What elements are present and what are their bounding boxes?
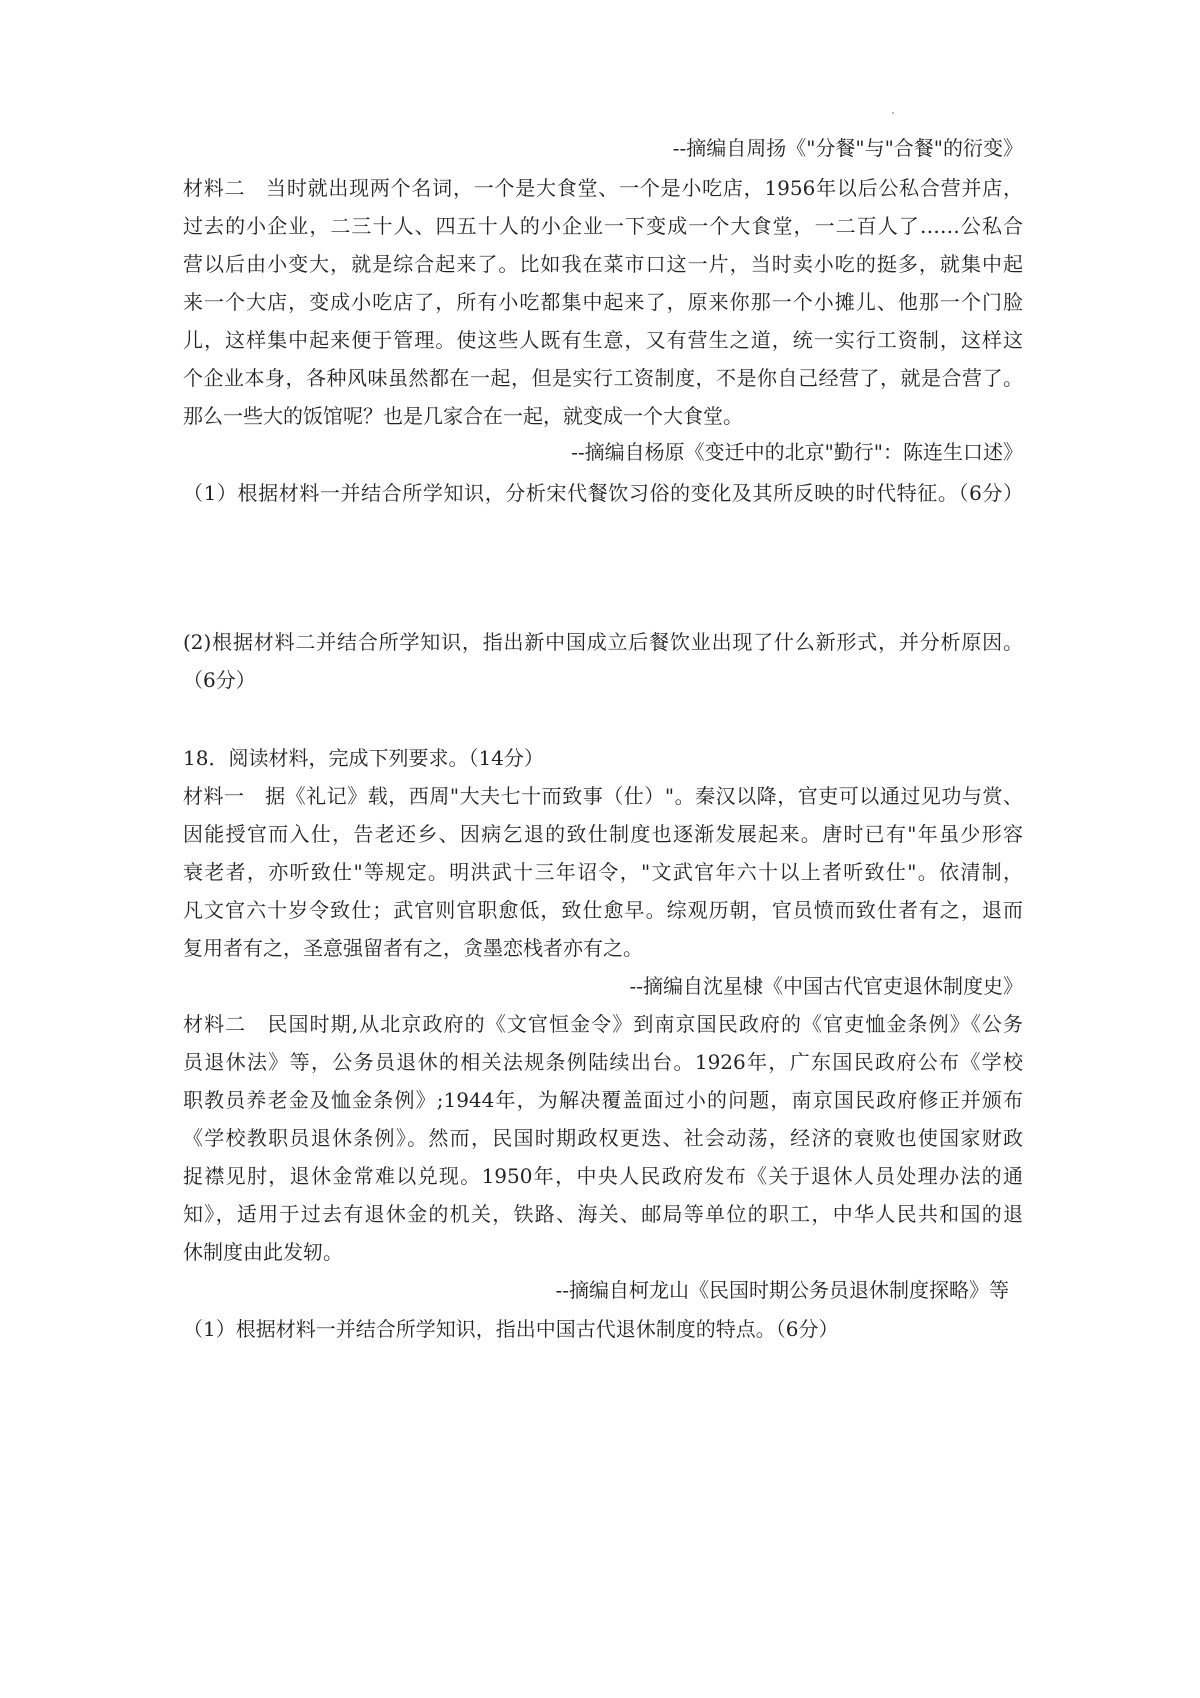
text-line: 捉襟见肘，退休金常难以兑现。1950年，中央人民政府发布《关于退休人员处理办法的通 [183, 1164, 1023, 1188]
question-17-1: （1）根据材料一并结合所学知识，分析宋代餐饮习俗的变化及其所反映的时代特征。（6分） [183, 481, 1023, 505]
text-line: 因能授官而入仕，告老还乡、因病乞退的致仕制度也逐渐发展起来。唐时已有"年虽少形容 [183, 822, 1023, 846]
source-citation-3: --摘编自沈星棣《中国古代官吏退休制度史》 [629, 974, 1023, 998]
question-17-2-points: （6分） [183, 668, 256, 692]
text-line: 《学校教职员退休条例》。然而，民国时期政权更迭、社会动荡，经济的衰败也使国家财政 [183, 1126, 1023, 1150]
text-line: 知》，适用于过去有退休金的机关，铁路、海关、邮局等单位的职工，中华人民共和国的退 [183, 1202, 1023, 1226]
text-line: 过去的小企业，二三十人、四五十人的小企业一下变成一个大食堂，一二百人了……公私合 [183, 214, 1023, 238]
question-18-1: （1）根据材料一并结合所学知识，指出中国古代退休制度的特点。（6分） [183, 1317, 839, 1341]
text-line: 营以后由小变大，就是综合起来了。比如我在菜市口这一片，当时卖小吃的挺多，就集中起 [183, 252, 1023, 276]
text-line: 复用者有之，圣意强留者有之，贪墨恋栈者亦有之。 [183, 936, 643, 960]
scan-speck [892, 112, 894, 114]
source-citation-1: --摘编自周扬《"分餐"与"合餐"的衍变》 [672, 136, 1023, 160]
text-line: 来一个大店，变成小吃店了，所有小吃都集中起来了，原来你那一个小摊儿、他那一个门脸 [183, 290, 1023, 314]
text-line: 凡文官六十岁令致仕；武官则官职愈低，致仕愈早。综观历朝，官员愤而致仕者有之，退而 [183, 898, 1023, 922]
text-line: 儿，这样集中起来便于管理。使这些人既有生意，又有营生之道，统一实行工资制，这样这 [183, 328, 1023, 352]
question-17-2: (2)根据材料二并结合所学知识，指出新中国成立后餐饮业出现了什么新形式，并分析原因。 [183, 630, 1023, 654]
text-line: 材料二 民国时期,从北京政府的《文官恒金令》到南京国民政府的《官吏恤金条例》《公务 [183, 1012, 1023, 1036]
text-line: 材料二 当时就出现两个名词，一个是大食堂、一个是小吃店，1956年以后公私合营并店， [183, 176, 1023, 200]
source-citation-4: --摘编自柯龙山《民国时期公务员退休制度探略》等 [555, 1278, 1009, 1302]
text-line: 职教员养老金及恤金条例》;1944年，为解决覆盖面过小的问题，南京国民政府修正并颁布 [183, 1088, 1023, 1112]
source-citation-2: --摘编自杨原《变迁中的北京"勤行"：陈连生口述》 [571, 440, 1023, 464]
text-line: 休制度由此发轫。 [183, 1240, 343, 1264]
text-line: 员退休法》等，公务员退休的相关法规条例陆续出台。1926年，广东国民政府公布《学校 [183, 1050, 1023, 1074]
text-line: 那么一些大的饭馆呢？也是几家合在一起，就变成一个大食堂。 [183, 404, 743, 428]
text-line: 衰老者，亦听致仕"等规定。明洪武十三年诏令，"文武官年六十以上者听致仕"。依清制， [183, 860, 1023, 884]
text-line: 材料一 据《礼记》载，西周"大夫七十而致事（仕）"。秦汉以降，官吏可以通过见功与赏、 [183, 784, 1023, 808]
question-18-title: 18．阅读材料，完成下列要求。（14分） [183, 746, 544, 770]
text-line: 个企业本身，各种风味虽然都在一起，但是实行工资制度，不是你自己经营了，就是合营了。 [183, 366, 1023, 390]
